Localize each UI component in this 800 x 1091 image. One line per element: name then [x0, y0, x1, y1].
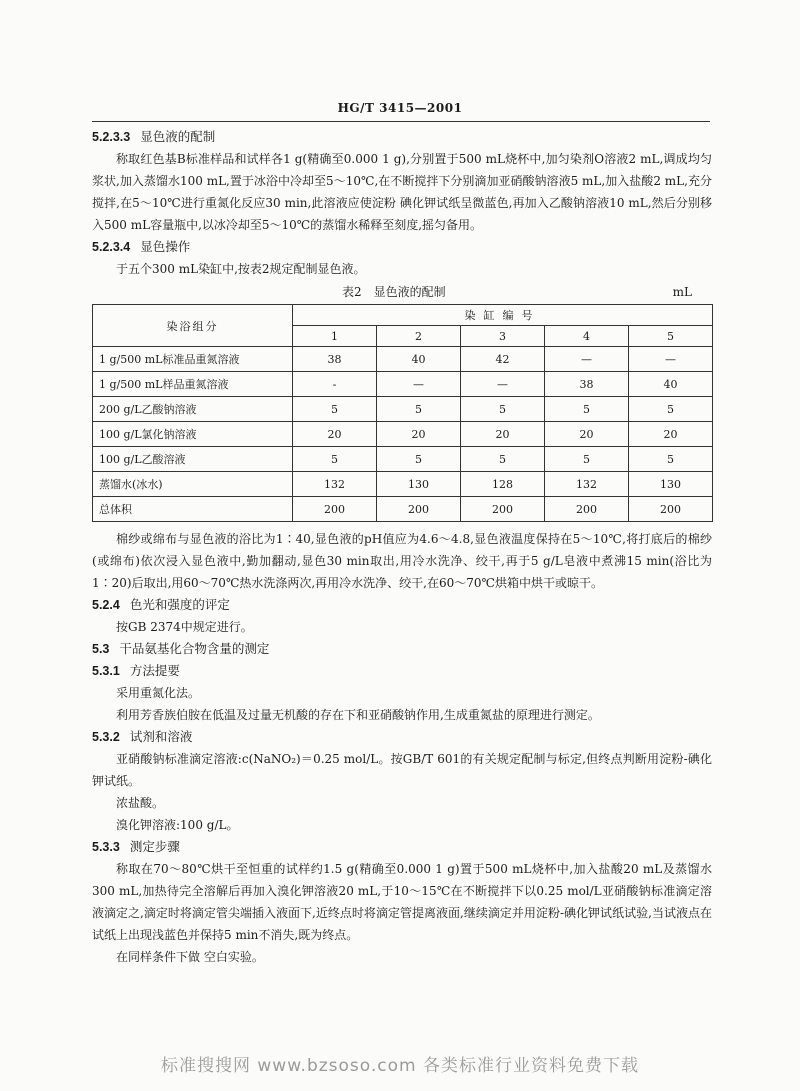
row-label: 100 g/L乙酸溶液	[93, 447, 293, 472]
table-cell: 5	[377, 447, 461, 472]
section-5-3-1-heading: 5.3.1 方法提要	[92, 663, 180, 678]
section-5-3-3-line: 在同样条件下做 空白实验。	[116, 950, 264, 964]
table-row	[93, 397, 713, 422]
table-row	[93, 347, 713, 372]
column-header: 5	[629, 326, 713, 347]
section-5-3-2-heading: 5.3.2 试剂和溶液	[92, 729, 193, 744]
table-cell: 200	[377, 497, 461, 522]
section-5-3-2-line-2: 溴化钾溶液:100 g/L。	[116, 818, 239, 832]
table-cell: 20	[545, 422, 629, 447]
column-header: 1	[293, 326, 377, 347]
table-cell: 40	[377, 347, 461, 372]
section-5-2-3-3-heading: 5.2.3.3 显色液的配制	[92, 129, 216, 144]
table-cell: 200	[461, 497, 545, 522]
table-cell: —	[629, 347, 713, 372]
column-header: 2	[377, 326, 461, 347]
row-label: 1 g/500 mL样品重氮溶液	[93, 372, 293, 397]
table-row	[93, 422, 713, 447]
table-cell: 132	[293, 472, 377, 497]
watermark: 标准搜搜网 www.bzsoso.com 各类标准行业资料免费下载	[160, 1056, 639, 1076]
table-cell: 20	[461, 422, 545, 447]
table-cell: 128	[461, 472, 545, 497]
table-unit: mL	[672, 285, 692, 299]
document-body	[92, 126, 712, 968]
section-5-2-3-4-heading: 5.2.3.4 显色操作	[92, 239, 191, 254]
section-5-2-3-3-text: 称取红色基B标准样品和试样各1 g(精确至0.000 1 g),分别置于500 mL烧杯中,加匀染剂O溶液2 mL,调成均匀浆状,加入蒸馏水100 mL,置于冰浴中冷却至5～10℃,在不断搅拌下分别滴加亚硝酸钠溶液5 mL,加入盐酸2 mL,充分搅拌,在5～10℃进行重氮化反应30 min,此溶液应使淀粉 碘化钾试纸呈微蓝色,再加入乙酸钠溶液10 mL,然后分别移入500 mL容量瓶中,以冰冷却至5～10℃的蒸馏水稀释至刻度,摇匀备用。	[92, 152, 712, 232]
row-label: 总体积	[93, 497, 293, 522]
table-caption	[92, 280, 712, 304]
table-cell: 5	[293, 397, 377, 422]
table-cell: 38	[545, 372, 629, 397]
table-cell: 20	[293, 422, 377, 447]
row-label: 200 g/L乙酸钠溶液	[93, 397, 293, 422]
table-row	[93, 472, 713, 497]
table-row	[93, 497, 713, 522]
section-5-3-heading: 5.3 干品氨基化合物含量的测定	[92, 641, 270, 656]
row-label: 100 g/L氯化钠溶液	[93, 422, 293, 447]
section-5-2-4-text: 按GB 2374中规定进行。	[116, 620, 253, 634]
table-cell: 5	[293, 447, 377, 472]
table-title: 表2 显色液的配制	[342, 285, 446, 299]
table-cell: 132	[545, 472, 629, 497]
section-5-3-3-heading: 5.3.3 测定步骤	[92, 839, 180, 854]
table-cell: 200	[293, 497, 377, 522]
component-header: 染浴组分	[93, 305, 293, 347]
table-cell: 20	[377, 422, 461, 447]
table-cell: —	[545, 347, 629, 372]
table-cell: 200	[629, 497, 713, 522]
table-cell: 20	[629, 422, 713, 447]
dyeing-procedure-text: 棉纱或绵布与显色液的浴比为1∶40,显色液的pH值应为4.6～4.8,显色液温度保持在5～10℃,将打底后的棉纱(或绵布)依次浸入显色液中,勤加翻动,显色30 min取出,用冷水洗净、绞干,再于5 g/L皂液中煮沸15 min(浴比为1∶20)后取出,用60～70℃热水洗涤两次,再用冷水洗净、绞干,在60～70℃烘箱中烘干或晾干。	[92, 532, 712, 590]
table-row	[93, 372, 713, 397]
dye-bath-table	[92, 304, 713, 522]
table-cell: 5	[545, 397, 629, 422]
table-cell: —	[377, 372, 461, 397]
section-5-3-1-text-2: 利用芳香族伯胺在低温及过量无机酸的存在下和亚硝酸钠作用,生成重氮盐的原理进行测定。	[116, 708, 600, 722]
table-cell: 38	[293, 347, 377, 372]
table-cell: 40	[629, 372, 713, 397]
header-rule	[92, 121, 710, 122]
row-label: 蒸馏水(冰水)	[93, 472, 293, 497]
section-5-2-3-4-text: 于五个300 mL染缸中,按表2规定配制显色液。	[116, 262, 366, 276]
table-cell: 5	[461, 397, 545, 422]
section-5-3-1-text-1: 采用重氮化法。	[116, 686, 201, 700]
document-header: HG/T 3415—2001	[337, 101, 463, 115]
table-cell: -	[293, 372, 377, 397]
table-cell: 5	[629, 397, 713, 422]
vat-number-header: 染缸编号	[293, 305, 713, 326]
column-header: 4	[545, 326, 629, 347]
table-cell: —	[461, 372, 545, 397]
section-5-3-2-text: 亚硝酸钠标准滴定溶液:c(NaNO₂)＝0.25 mol/L。按GB/T 601的有关规定配制与标定,但终点判断用淀粉-碘化钾试纸。	[92, 752, 712, 788]
section-5-3-2-line-1: 浓盐酸。	[116, 796, 165, 810]
table-cell: 130	[377, 472, 461, 497]
table-cell: 5	[629, 447, 713, 472]
table-cell: 42	[461, 347, 545, 372]
table-cell: 5	[461, 447, 545, 472]
table-cell: 130	[629, 472, 713, 497]
table-cell: 5	[545, 447, 629, 472]
section-5-3-3-text: 称取在70～80℃烘干至恒重的试样约1.5 g(精确至0.000 1 g)置于500 mL烧杯中,加入盐酸20 mL及蒸馏水300 mL,加热待完全溶解后再加入溴化钾溶液20 mL,于10～15℃在不断搅拌下以0.25 mol/L亚硝酸钠标准滴定溶液滴定之,滴定时将滴定管尖端插入液面下,近终点时将滴定管提离液面,继续滴定并用淀粉-碘化钾试纸试验,当试液点在试纸上出现浅蓝色并保持5 min不消失,既为终点。	[92, 862, 712, 942]
column-header: 3	[461, 326, 545, 347]
row-label: 1 g/500 mL标准品重氮溶液	[93, 347, 293, 372]
table-row	[93, 447, 713, 472]
section-5-2-4-heading: 5.2.4 色光和强度的评定	[92, 597, 230, 612]
table-cell: 5	[377, 397, 461, 422]
table-cell: 200	[545, 497, 629, 522]
